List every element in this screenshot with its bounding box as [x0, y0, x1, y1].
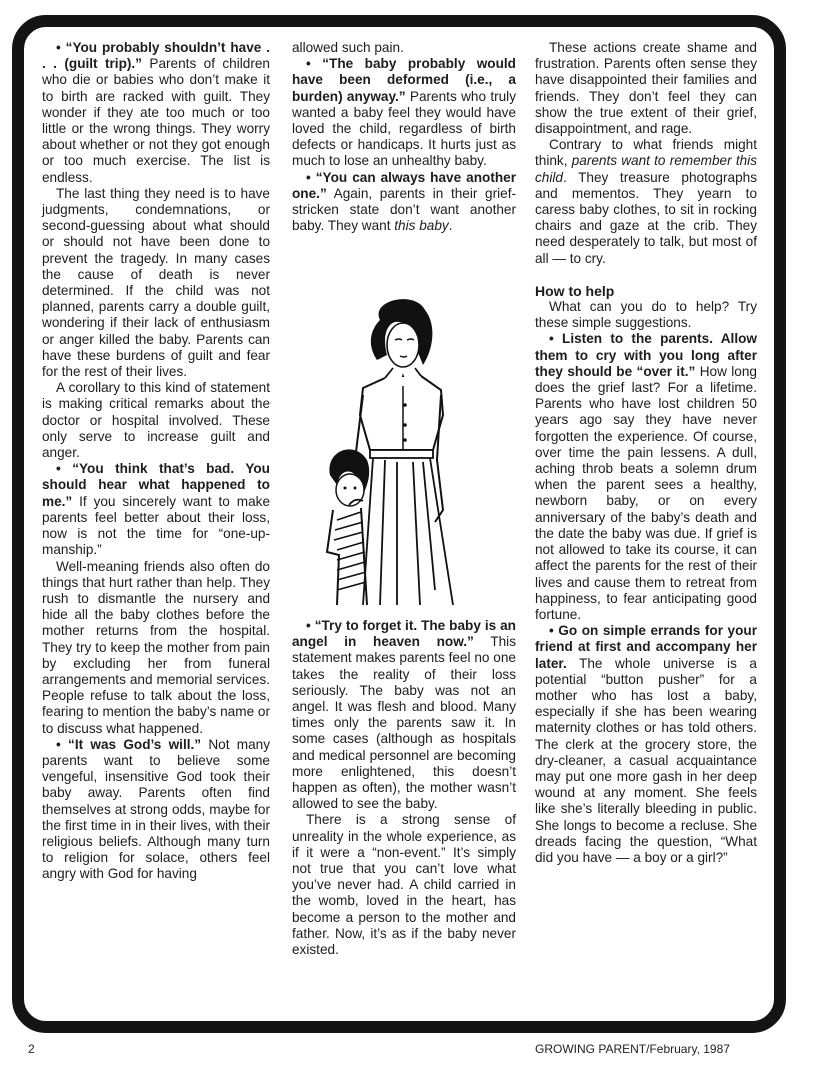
- paragraph-text: . They treasure photographs and mementos. They yearn to caress baby clothes, to sit in rocking chairs and gaze at the crib. They need desperately to talk, but most of all — to cry.: [535, 169, 757, 266]
- bullet-heading-listen: • Listen to the parents. Allow them to cry with you long after they should be “over it.”: [535, 331, 757, 379]
- mother-and-child-illustration: [325, 290, 475, 610]
- paragraph-listen: [535, 331, 757, 623]
- italic-emphasis: this baby: [394, 218, 449, 234]
- bullet-heading-gods-will: • “It was God’s will.”: [56, 736, 202, 752]
- paragraph-text: Not many parents want to believe some vengeful, insensitive God took their baby away. Parents often find themselves at strong odds, maybe for the first time in in their lives, with their religious beliefs. Although many turn to religion for solace, others feel angry with God for having: [42, 736, 271, 882]
- paragraph-text: How long does the grief last? For a lifetime. Parents who have lost children 50 years ago say they have never forgotten the experience. Of course, over time the pain lessens. A dull, aching throb beats a solemn drum when the parent sees a healthy, newborn baby, or on every anniversary of the baby’s death and the date the baby was due. If grief is not allowed to take its course, it can affect the parents for the rest of their lives and cause them to retreat from happiness, to fear anticipating good fortune.: [535, 363, 757, 622]
- paragraph-text: This statement makes parents feel no one takes the reality of their loss seriously. The baby was not an angel. It was flesh and blood. Many times only the parents saw it. In some cases (although as hospitals and medical personnel are becoming more enlightened, this doesn’t happen as often), the mother wasn’t allowed to see the baby.: [292, 634, 516, 812]
- paragraph-another-one: [292, 170, 516, 235]
- bullet-heading-errands: • Go on simple errands for your friend at first and accompany her later.: [535, 623, 757, 671]
- article-column-2-bottom: [292, 618, 516, 958]
- publication-footer: GROWING PARENT/February, 1987: [535, 1042, 730, 1056]
- paragraph-one-up: [42, 461, 270, 558]
- article-column-1: [42, 40, 270, 883]
- paragraph-text: Contrary to what friends might think,: [535, 137, 757, 169]
- paragraph-deformed: [292, 56, 516, 169]
- paragraph-unreality: There is a strong sense of unreality in the whole experience, as if it were a “non-event.” It’s simply not true that you can’t love what you’ve never had. A child carried in the womb, loved in the heart, has become a person to the mother and father. Now, it’s as if the baby never existed.: [292, 812, 516, 958]
- bullet-heading-thats-bad: • “You think that’s bad. You should hear what happened to me.”: [42, 461, 270, 509]
- paragraph-continued: allowed such pain.: [292, 40, 404, 55]
- paragraph-text: Parents who truly wanted a baby feel they would have loved the child, regardless of birth defects or handicaps. It hurts just as much to lose an unhealthy baby.: [292, 88, 516, 169]
- page-number: 2: [28, 1042, 35, 1056]
- paragraph-errands: [535, 623, 757, 866]
- article-column-3: [535, 40, 757, 866]
- bullet-heading-guilt-trip: • “You probably shouldn’t have . . . (guilt trip).”: [42, 40, 270, 72]
- paragraph-text: Again, parents in their grief-stricken state don’t want another baby. They want: [292, 185, 516, 234]
- paragraph-corollary: A corollary to this kind of statement is making critical remarks about the doctor or hospital involved. These only serve to increase guilt and anger.: [42, 380, 270, 461]
- paragraph-remember: [535, 137, 757, 267]
- paragraph-guilt-trip: [42, 40, 270, 186]
- paragraph-suggestions: What can you do to help? Try these simple suggestions.: [535, 299, 757, 331]
- paragraph-shame: These actions create shame and frustration. Parents often sense they have disappointed their families and friends. They don’t feel they can show the true extent of their grief, disappointment, and rage.: [535, 40, 757, 137]
- bullet-heading-angel: • “Try to forget it. The baby is an angel in heaven now.”: [292, 618, 516, 650]
- paragraph-angel: [292, 618, 516, 812]
- paragraph-gods-will: [42, 737, 270, 883]
- paragraph-text: Parents of children who die or babies who don’t make it to birth are racked with guilt. They wonder if they ate too much or too little or the wrong things. They worry about whether or not they got enough or too much exercise. The list is endless.: [42, 56, 270, 185]
- section-heading-how-to-help: How to help: [535, 282, 615, 299]
- italic-emphasis: parents want to remember this child: [535, 153, 757, 185]
- paragraph-last-thing: The last thing they need is to have judgments, condemnations, or second-guessing about what should or should not have been done to prevent the tragedy. In many cases the cause of death is never determined. If the child was not planned, parents carry a double guilt, wondering if their lack of enthusiasm or anger killed the baby. Parents can have these burdens of guilt and fear for the rest of their lives.: [42, 185, 270, 380]
- paragraph-text: .: [448, 218, 453, 234]
- article-column-2-top: [292, 40, 516, 234]
- paragraph-well-meaning: Well-meaning friends also often do things that hurt rather than help. They rush to dismantle the nursery and hide all the baby clothes before the mother returns from the hospital. They try to keep the mother from pain by excluding her from funeral arrangements and memorial services. People refuse to talk about the loss, fearing to mention the baby’s name or to discuss what happened.: [42, 558, 270, 736]
- paragraph-text: The whole universe is a potential “button pusher” for a mother who has lost a baby, especially if she has been wearing maternity clothes or has told others. The clerk at the grocery store, the dry-cleaner, a casual acquaintance may put one more gash in her deep wound at any moment. She feels like she’s literally bleeding in public. She longs to become a recluse. She dreads facing the question, “What did you have — a boy or a girl?”: [535, 655, 757, 865]
- bullet-heading-deformed: • “The baby probably would have been deformed (i.e., a burden) anyway.”: [292, 56, 516, 104]
- bullet-heading-another-one: • “You can always have another one.”: [292, 169, 516, 201]
- paragraph-text: If you sincerely want to make parents feel better about their loss, now is not the time for “one-up-manship.”: [42, 493, 270, 558]
